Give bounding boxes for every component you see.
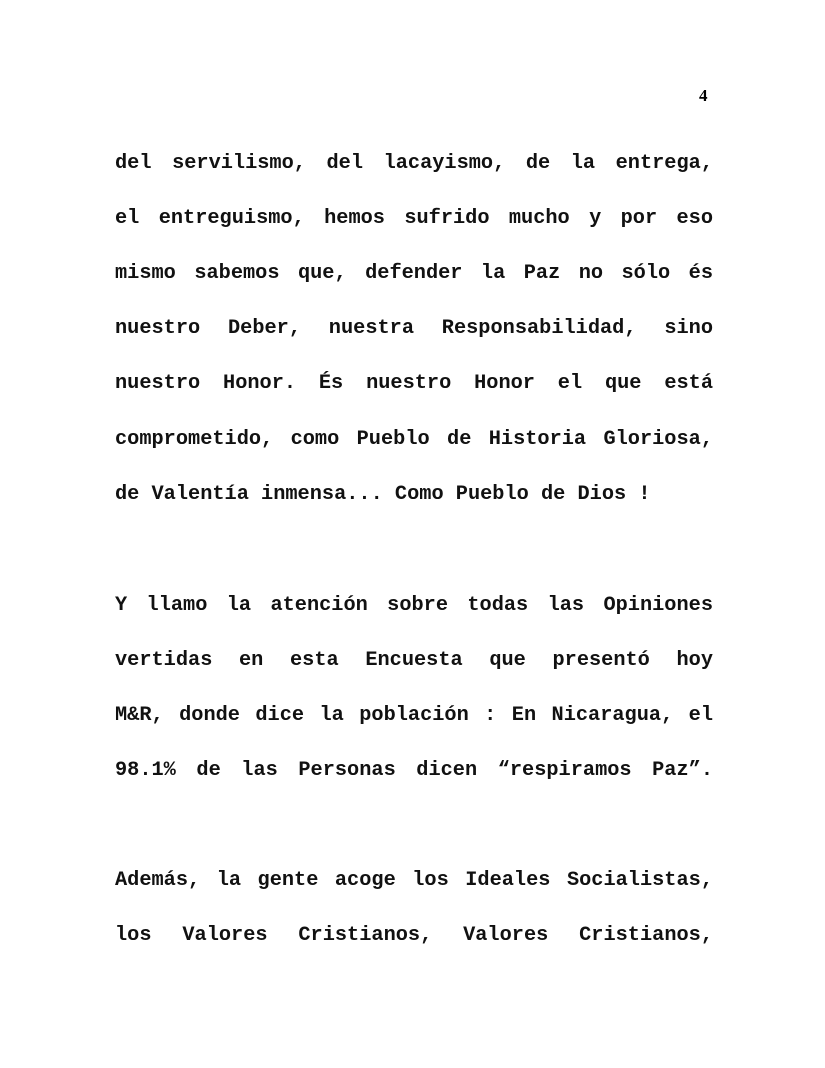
text-line: Además, la gente acoge los Ideales Socialistas, xyxy=(115,869,713,892)
text-line: vertidas en esta Encuesta que presentó hoy xyxy=(115,649,713,672)
text-line: el entreguismo, hemos sufrido mucho y por eso xyxy=(115,207,713,230)
text-line: 98.1% de las Personas dicen “respiramos Paz”. xyxy=(115,759,713,782)
text-line: M&R, donde dice la población : En Nicaragua, el xyxy=(115,704,713,727)
text-line: nuestro Deber, nuestra Responsabilidad, sino xyxy=(115,317,713,340)
text-line: comprometido, como Pueblo de Historia Gloriosa, xyxy=(115,428,713,451)
text-line: del servilismo, del lacayismo, de la entrega, xyxy=(115,152,713,175)
text-line: de Valentía inmensa... Como Pueblo de Dios ! xyxy=(115,483,651,506)
text-line: nuestro Honor. És nuestro Honor el que está xyxy=(115,372,713,395)
text-line: Y llamo la atención sobre todas las Opiniones xyxy=(115,594,713,617)
page-number: 4 xyxy=(699,86,708,105)
text-line: los Valores Cristianos, Valores Cristianos, xyxy=(115,924,713,947)
text-line: mismo sabemos que, defender la Paz no sólo és xyxy=(115,262,713,285)
